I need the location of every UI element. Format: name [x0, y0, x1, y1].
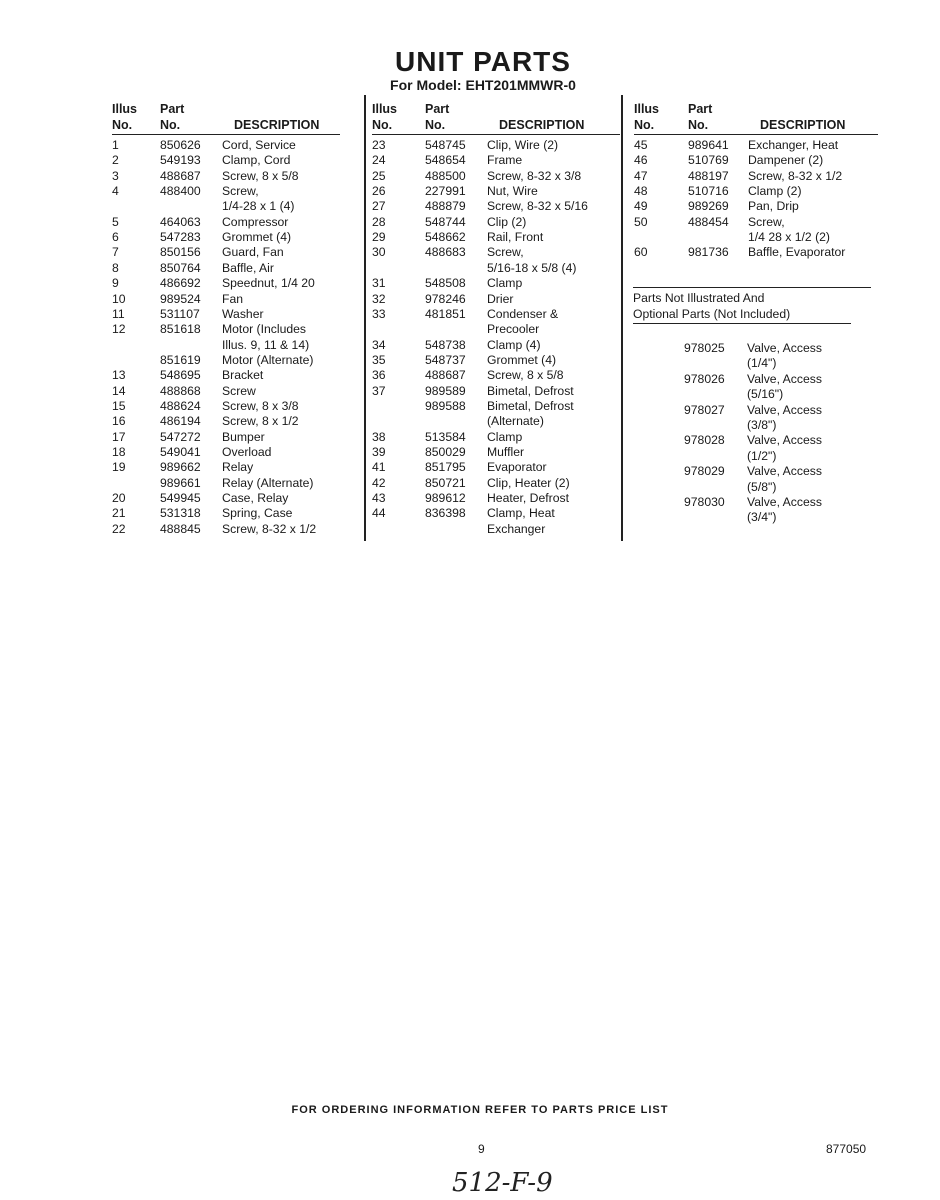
table-row — [372, 153, 622, 168]
part-description: Baffle, Evaporator — [748, 245, 846, 260]
column-header-illus: Illus No. — [634, 102, 660, 132]
illus-number: 9 — [112, 276, 119, 291]
part-number: 850156 — [160, 245, 201, 260]
part-number: 836398 — [425, 506, 466, 521]
part-number: 989588 — [425, 398, 466, 413]
table-row — [112, 460, 362, 475]
header-underline — [634, 134, 878, 135]
page-title: UNIT PARTS — [395, 46, 571, 77]
illus-number: 48 — [634, 184, 648, 199]
part-description: Compressor — [222, 214, 289, 229]
part-description: Clip, Wire (2) — [487, 138, 559, 152]
table-row — [112, 261, 362, 276]
illus-number: 29 — [372, 230, 386, 245]
part-number: 548695 — [160, 368, 201, 383]
part-description: Speednut, 1/4 20 — [222, 276, 315, 291]
table-row — [112, 476, 362, 491]
part-description: Clamp (2) — [748, 184, 802, 199]
table-row — [633, 403, 883, 434]
column-header-part: Part No. — [688, 102, 713, 132]
part-number: 978027 — [684, 402, 725, 417]
illus-number: 35 — [372, 352, 386, 367]
part-description: Screw, 8 x 3/8 — [222, 398, 299, 413]
part-number: 549193 — [160, 153, 201, 168]
table-row — [372, 384, 622, 399]
part-number: 850721 — [425, 475, 466, 490]
part-number: 851619 — [160, 352, 201, 367]
part-description: Screw, 5/16-18 x 5/8 (4) — [487, 245, 577, 275]
part-description: Screw, 8-32 x 3/8 — [487, 168, 582, 183]
part-description: Relay (Alternate) — [222, 475, 314, 490]
model-subtitle: For Model: EHT201MMWR-0 — [390, 77, 576, 93]
table-row — [112, 215, 362, 230]
part-description: Pan, Drip — [748, 199, 799, 214]
table-row — [112, 522, 362, 537]
table-row — [372, 276, 622, 291]
part-number: 981736 — [688, 245, 729, 260]
part-description: Washer — [222, 306, 264, 321]
part-description: Evaporator — [487, 460, 547, 475]
part-description: Screw, 8-32 x 1/2 — [222, 521, 317, 536]
column-header-illus: Illus No. — [112, 102, 138, 132]
part-number: 850029 — [425, 445, 466, 459]
illus-number: 26 — [372, 184, 386, 199]
part-description: Screw, 8-32 x 5/16 — [487, 199, 588, 214]
illus-number: 7 — [112, 245, 119, 260]
illus-number: 38 — [372, 429, 386, 444]
part-number: 488624 — [160, 398, 201, 413]
part-description: Valve, Access (5/8") — [747, 464, 822, 494]
part-description: Screw, 8 x 5/8 — [222, 168, 299, 183]
table-row — [112, 138, 362, 153]
table-row — [633, 495, 883, 526]
table-row — [372, 230, 622, 245]
part-number: 510769 — [688, 153, 729, 168]
part-description: Clamp, Heat Exchanger — [487, 506, 555, 536]
part-description: Valve, Access (3/4") — [747, 495, 822, 525]
part-number: 978026 — [684, 371, 725, 386]
table-row — [633, 372, 883, 403]
table-row — [112, 292, 362, 307]
table-row — [112, 184, 362, 215]
column-header-part: Part No. — [160, 102, 185, 132]
part-number: 549945 — [160, 491, 201, 506]
part-description: Case, Relay — [222, 491, 289, 506]
illus-number: 22 — [112, 521, 126, 536]
part-number: 488454 — [688, 214, 729, 229]
part-number: 548654 — [425, 153, 466, 168]
heading-underline — [633, 323, 851, 324]
table-row — [634, 245, 884, 260]
part-number: 851618 — [160, 322, 201, 337]
part-number: 488197 — [688, 168, 729, 183]
illus-number: 5 — [112, 214, 119, 229]
part-description: Relay — [222, 460, 254, 475]
part-number: 510716 — [688, 184, 729, 199]
table-row — [372, 430, 622, 445]
table-row — [112, 353, 362, 368]
part-description: Spring, Case — [222, 506, 293, 521]
part-number: 488687 — [425, 368, 466, 383]
column-header-description: DESCRIPTION — [499, 118, 585, 132]
illus-number: 30 — [372, 245, 386, 260]
part-description: Clamp — [487, 429, 523, 444]
part-number: 488845 — [160, 521, 201, 536]
table-row — [372, 245, 622, 276]
illus-number: 28 — [372, 214, 386, 229]
not-illustrated-list — [633, 341, 883, 531]
part-number: 851795 — [425, 460, 466, 475]
table-row — [112, 414, 362, 429]
table-row — [634, 153, 884, 168]
illus-number: 18 — [112, 445, 126, 459]
part-description: Grommet (4) — [487, 352, 557, 367]
table-row — [112, 368, 362, 383]
part-description: Valve, Access (1/2") — [747, 433, 822, 463]
table-row — [372, 307, 622, 338]
illus-number: 12 — [112, 322, 126, 337]
illus-number: 45 — [634, 138, 648, 152]
part-description: Drier — [487, 291, 514, 306]
part-number: 989661 — [160, 475, 201, 490]
part-number: 989662 — [160, 460, 201, 475]
part-description: Bimetal, Defrost (Alternate) — [487, 398, 574, 429]
part-number: 978029 — [684, 464, 725, 479]
part-number: 486692 — [160, 276, 201, 291]
table-row — [372, 215, 622, 230]
table-row — [634, 199, 884, 214]
part-description: Grommet (4) — [222, 230, 292, 245]
part-description: Rail, Front — [487, 230, 544, 245]
part-number: 548738 — [425, 337, 466, 352]
table-row — [372, 506, 622, 537]
illus-number: 32 — [372, 291, 386, 306]
part-description: Heater, Defrost — [487, 491, 569, 506]
part-description: Clamp (4) — [487, 337, 541, 352]
illus-number: 19 — [112, 460, 126, 475]
illus-number: 31 — [372, 276, 386, 291]
table-row — [372, 460, 622, 475]
part-number: 488687 — [160, 168, 201, 183]
illus-number: 8 — [112, 260, 119, 275]
part-number: 978028 — [684, 433, 725, 448]
column-header-illus: Illus No. — [372, 102, 398, 132]
table-row — [372, 368, 622, 383]
page-number: 9 — [478, 1142, 485, 1156]
illus-number: 20 — [112, 491, 126, 506]
table-row — [372, 184, 622, 199]
illus-number: 41 — [372, 460, 386, 475]
table-row — [112, 384, 362, 399]
part-number: 850626 — [160, 138, 201, 152]
illus-number: 27 — [372, 199, 386, 214]
illus-number: 3 — [112, 168, 119, 183]
part-number: 989269 — [688, 199, 729, 214]
part-description: Motor (Includes Illus. 9, 11 & 14) — [222, 322, 310, 352]
part-description: Muffler — [487, 445, 525, 459]
illus-number: 36 — [372, 368, 386, 383]
table-row — [634, 169, 884, 184]
section-divider — [633, 287, 871, 288]
part-number: 488400 — [160, 184, 201, 199]
part-number: 548737 — [425, 352, 466, 367]
table-row — [112, 430, 362, 445]
column-header-description: DESCRIPTION — [760, 118, 846, 132]
illus-number: 2 — [112, 153, 119, 168]
illus-number: 43 — [372, 491, 386, 506]
illus-number: 49 — [634, 199, 648, 214]
table-row — [112, 153, 362, 168]
illus-number: 34 — [372, 337, 386, 352]
illus-number: 60 — [634, 245, 648, 260]
part-description: Screw — [222, 383, 256, 398]
part-description: Screw, 8 x 5/8 — [487, 368, 564, 383]
illus-number: 37 — [372, 383, 386, 398]
table-row — [372, 491, 622, 506]
header-underline — [112, 134, 340, 135]
part-description: Frame — [487, 153, 523, 168]
part-description: Screw, 1/4 28 x 1/2 (2) — [748, 214, 830, 245]
ordering-footer: FOR ORDERING INFORMATION REFER TO PARTS PRICE LIST — [291, 1104, 669, 1116]
illus-number: 1 — [112, 138, 119, 152]
part-number: 513584 — [425, 429, 466, 444]
table-row — [633, 433, 883, 464]
table-row — [372, 353, 622, 368]
illus-number: 15 — [112, 398, 126, 413]
part-number: 488500 — [425, 168, 466, 183]
illus-number: 46 — [634, 153, 648, 168]
table-row — [112, 491, 362, 506]
part-number: 531318 — [160, 506, 201, 521]
table-row — [372, 399, 622, 430]
part-description: Clamp, Cord — [222, 153, 291, 168]
part-number: 978025 — [684, 341, 725, 355]
table-row — [372, 138, 622, 153]
illus-number: 17 — [112, 429, 126, 444]
illus-number: 21 — [112, 506, 126, 521]
table-row — [112, 307, 362, 322]
table-row — [372, 292, 622, 307]
part-number: 548508 — [425, 276, 466, 291]
part-description: Screw, 1/4-28 x 1 (4) — [222, 184, 295, 214]
part-description: Baffle, Air — [222, 260, 274, 275]
table-row — [112, 322, 362, 353]
part-description: Bimetal, Defrost — [487, 383, 574, 398]
table-row — [112, 169, 362, 184]
table-row — [372, 338, 622, 353]
illus-number: 13 — [112, 368, 126, 383]
part-number: 989524 — [160, 291, 201, 306]
column-header-part: Part No. — [425, 102, 450, 132]
parts-column-2 — [372, 101, 622, 541]
table-row — [634, 138, 884, 153]
part-number: 464063 — [160, 214, 201, 229]
parts-column-1 — [112, 101, 362, 541]
part-number: 481851 — [425, 306, 466, 321]
handwritten-annotation: 512-F-9 — [452, 1168, 553, 1198]
part-number: 488879 — [425, 199, 466, 214]
part-number: 850764 — [160, 260, 201, 275]
part-description: Dampener (2) — [748, 153, 824, 168]
part-number: 547283 — [160, 230, 201, 245]
part-description: Clip, Heater (2) — [487, 475, 570, 490]
part-description: Clamp — [487, 276, 523, 291]
part-number: 989589 — [425, 383, 466, 398]
part-description: Overload — [222, 445, 272, 459]
illus-number: 47 — [634, 168, 648, 183]
part-description: Guard, Fan — [222, 245, 284, 260]
document-number: 877050 — [826, 1142, 867, 1156]
part-number: 548745 — [425, 138, 466, 152]
part-description: Bumper — [222, 429, 265, 444]
table-row — [634, 215, 884, 246]
table-row — [633, 464, 883, 495]
part-number: 547272 — [160, 429, 201, 444]
part-number: 488868 — [160, 383, 201, 398]
column-divider — [364, 95, 366, 541]
table-row — [112, 230, 362, 245]
part-description: Valve, Access (3/8") — [747, 402, 822, 432]
part-description: Fan — [222, 291, 244, 306]
part-description: Condenser & Precooler — [487, 306, 559, 337]
illus-number: 23 — [372, 138, 386, 152]
illus-number: 50 — [634, 214, 648, 229]
part-description: Screw, 8-32 x 1/2 — [748, 168, 843, 183]
part-number: 548662 — [425, 230, 466, 245]
table-row — [112, 276, 362, 291]
part-number: 989641 — [688, 138, 729, 152]
table-row — [633, 341, 883, 372]
illus-number: 6 — [112, 230, 119, 245]
table-row — [372, 476, 622, 491]
illus-number: 14 — [112, 383, 126, 398]
part-description: Valve, Access (1/4") — [747, 341, 822, 371]
part-number: 978030 — [684, 495, 725, 509]
table-row — [372, 169, 622, 184]
header-underline — [372, 134, 620, 135]
part-description: Bracket — [222, 368, 264, 383]
table-row — [372, 199, 622, 214]
part-number: 488683 — [425, 245, 466, 260]
illus-number: 42 — [372, 475, 386, 490]
part-number: 549041 — [160, 445, 201, 459]
column-header-description: DESCRIPTION — [234, 118, 320, 132]
table-row — [112, 506, 362, 521]
part-number: 548744 — [425, 214, 466, 229]
not-illustrated-heading: Parts Not Illustrated And Optional Parts (Not Included) — [633, 291, 791, 321]
illus-number: 44 — [372, 506, 386, 521]
part-number: 227991 — [425, 184, 466, 199]
illus-number: 24 — [372, 153, 386, 168]
illus-number: 16 — [112, 414, 126, 429]
part-description: Clip (2) — [487, 214, 527, 229]
illus-number: 25 — [372, 168, 386, 183]
part-number: 978246 — [425, 291, 466, 306]
illus-number: 33 — [372, 306, 386, 321]
illus-number: 4 — [112, 184, 119, 199]
table-row — [112, 445, 362, 460]
part-number: 486194 — [160, 414, 201, 429]
table-row — [372, 445, 622, 460]
illus-number: 11 — [112, 306, 125, 321]
part-description: Motor (Alternate) — [222, 352, 314, 367]
part-description: Screw, 8 x 1/2 — [222, 414, 299, 429]
part-description: Nut, Wire — [487, 184, 538, 199]
part-number: 531107 — [160, 306, 200, 321]
table-row — [112, 399, 362, 414]
illus-number: 39 — [372, 445, 386, 459]
part-description: Valve, Access (5/16") — [747, 371, 822, 402]
table-row — [112, 245, 362, 260]
part-number: 989612 — [425, 491, 466, 506]
illus-number: 10 — [112, 291, 126, 306]
part-description: Exchanger, Heat — [748, 138, 839, 152]
part-description: Cord, Service — [222, 138, 296, 152]
table-row — [634, 184, 884, 199]
